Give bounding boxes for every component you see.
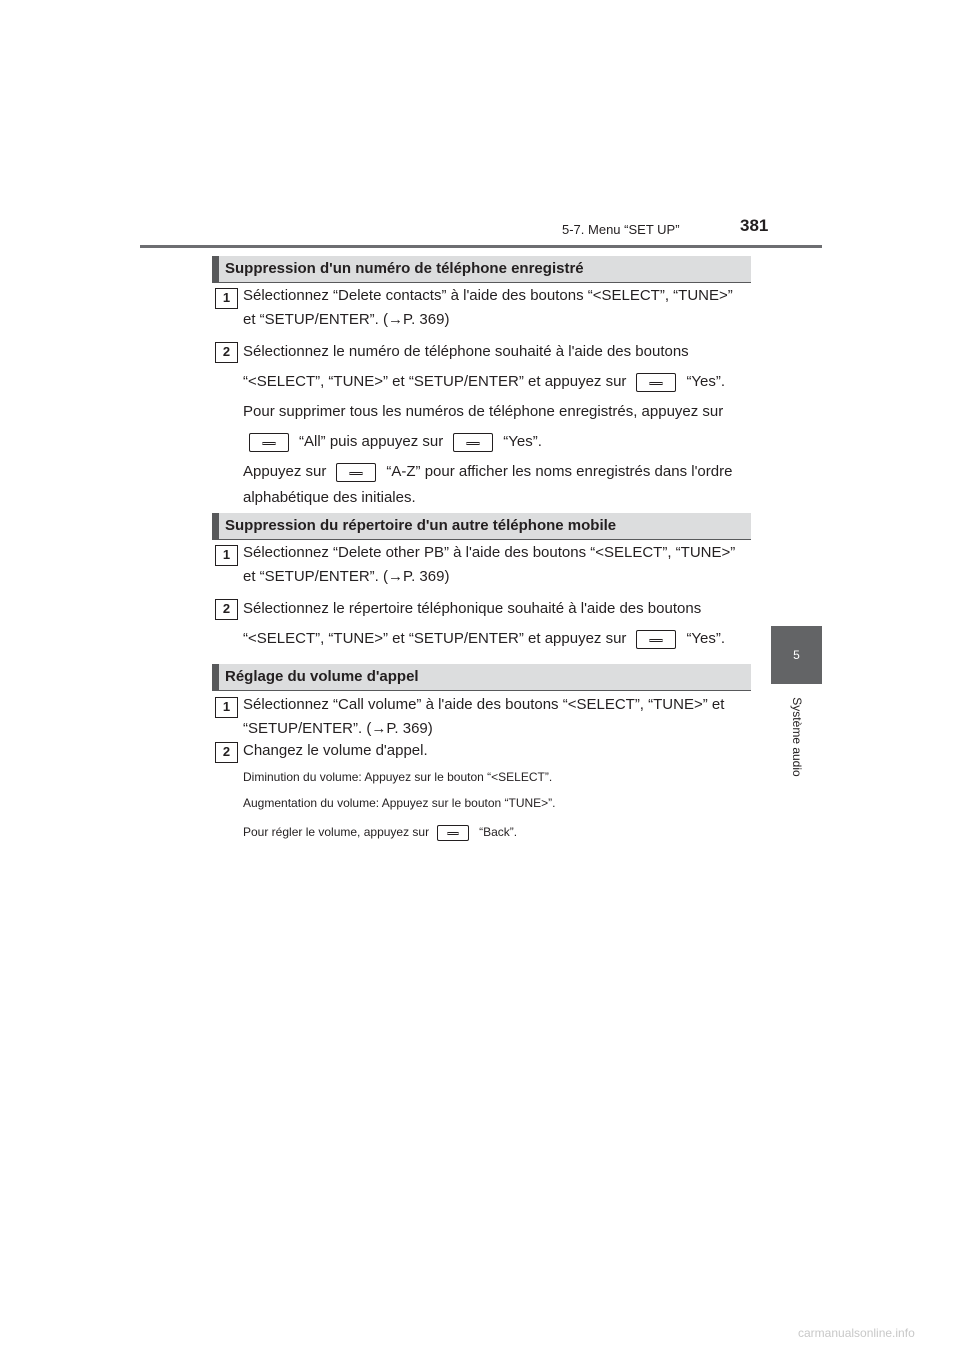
softkey-icon [466, 442, 480, 445]
softkey-button[interactable] [453, 433, 493, 452]
step-number: 2 [215, 742, 238, 763]
softkey-button[interactable] [636, 373, 676, 392]
softkey-button[interactable] [636, 630, 676, 649]
section-rule [212, 282, 751, 283]
chapter-title: 5-7. Menu “SET UP” [562, 222, 680, 237]
note-decrease: Diminution du volume: Appuyez sur le bouton “<SELECT”. [243, 770, 553, 784]
section-title: Réglage du volume d'appel [225, 668, 419, 685]
step-number: 1 [215, 288, 238, 309]
section-header-call-volume [212, 664, 751, 690]
section-title: Suppression du répertoire d'un autre téléphone mobile [225, 517, 617, 534]
softkey-button[interactable] [336, 463, 376, 482]
step-number: 1 [215, 697, 238, 718]
softkey-icon [262, 442, 276, 445]
step-number: 1 [215, 545, 238, 566]
step-text: Sélectionnez “Delete other PB” à l'aide des boutons “<SELECT”, “TUNE>” et “SETUP/ENTER”. (→P. 369) [243, 544, 736, 585]
step-text: Sélectionnez le répertoire téléphonique souhaité à l'aide des boutons “<SELECT”, “TUNE>” et “SETUP/ENTER” et appuyez sur “Yes”. [243, 600, 726, 647]
step-number: 2 [215, 342, 238, 363]
softkey-icon [349, 472, 363, 475]
step-text: Sélectionnez “Call volume” à l'aide des boutons “<SELECT”, “TUNE>” et “SETUP/ENTER”. (→P. 369) [243, 696, 725, 737]
softkey-button[interactable] [249, 433, 289, 452]
step-number: 2 [215, 599, 238, 620]
chapter-tab[interactable]: 5 [771, 626, 822, 684]
watermark: carmanualsonline.info [798, 1326, 915, 1340]
page-number: 381 [740, 216, 769, 235]
section-title: Suppression d'un numéro de téléphone enregistré [225, 260, 584, 277]
step-text: Sélectionnez le numéro de téléphone souhaité à l'aide des boutons “<SELECT”, “TUNE>” et “SETUP/ENTER” et appuyez sur “Yes”. Pour supprimer tous les numéros de téléphone enregistrés, appuyez sur “All” puis appuyez sur “Yes”. Appuyez sur “A-Z” pour afficher les noms enregistrés dans l'ordre alphabétique des initiales. [243, 343, 733, 506]
softkey-icon [649, 382, 663, 385]
note-back: Pour régler le volume, appuyez sur “Back”. [243, 825, 518, 840]
section-rule [212, 690, 751, 691]
section-rule [212, 539, 751, 540]
section-header-delete-number [212, 256, 751, 282]
softkey-icon [649, 639, 663, 642]
softkey-button[interactable] [437, 825, 469, 841]
step-text: Sélectionnez “Delete contacts” à l'aide des boutons “<SELECT”, “TUNE>” et “SETUP/ENTER”. (→P. 369) [243, 287, 733, 328]
step-text: Changez le volume d'appel. [243, 742, 428, 759]
softkey-icon [447, 832, 459, 835]
section-header-delete-other-pb [212, 513, 751, 539]
header-rule [140, 245, 822, 248]
note-increase: Augmentation du volume: Appuyez sur le bouton “TUNE>”. [243, 796, 556, 810]
chapter-tab-label: Système audio [790, 697, 804, 777]
